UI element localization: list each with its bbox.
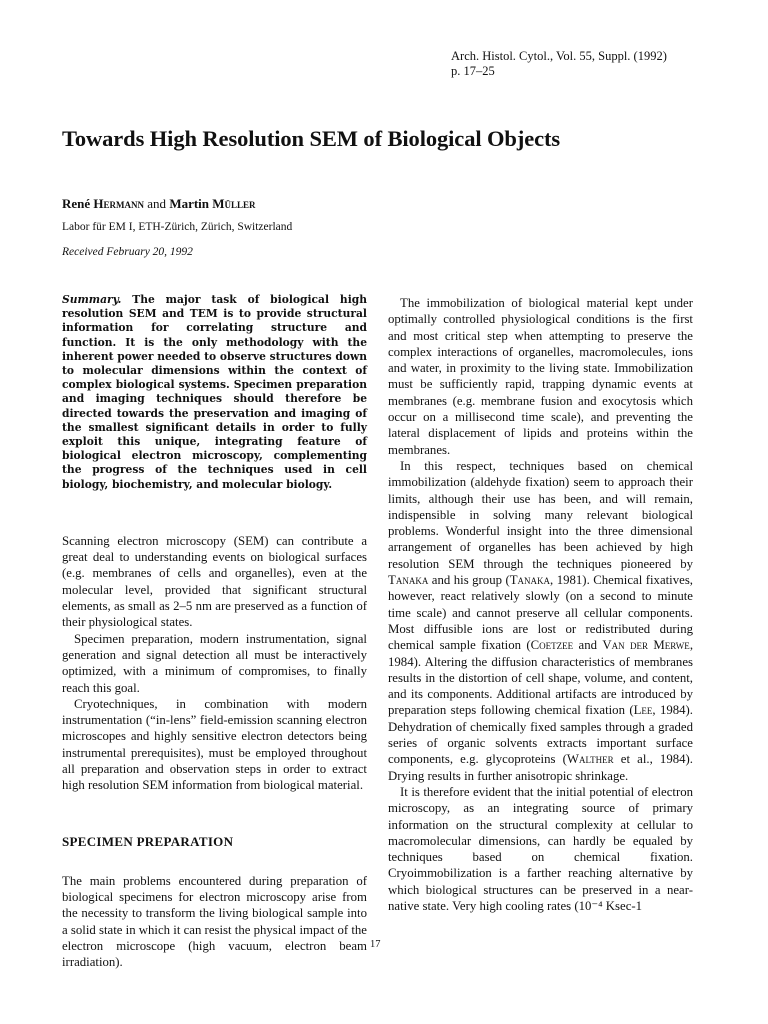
body-paragraph: Scanning electron microscopy (SEM) can contribute a great deal to understanding events on biological surfaces (e.g. membranes of cells and organelles), even at the molecular level, provided that significant structural elements, as small as 2–5 nm are preserved as a function of their physiological states. — [62, 533, 367, 630]
body-paragraph: It is therefore evident that the initial potential of electron microscopy, as an integrating source of primary information on the structural complexity at cellular to macromolecular dimensions, can hardly be equaled by techniques based on chemical fixation. Cryoimmobilization is a farther reaching alternative by which biological structures can be preserved in a near-native state. Very high cooling rates (10⁻⁴ Ksec-1 — [388, 784, 693, 913]
author-line — [62, 196, 256, 212]
journal-citation — [451, 49, 667, 79]
text-run: and his group ( — [428, 573, 510, 588]
text-run: In this respect, techniques based on chemical immobilization (aldehyde fixation) seem to approach their limits, although their use has been, and will remain, indispensible in solving many relevant biological problems. Wonderful insight into the three dimensional arrangement of organelles has been achieved by high resolution SEM through the techniques pioneered by — [388, 458, 693, 571]
author2-given-name: Martin — [169, 196, 210, 211]
body-paragraph: The immobilization of biological material kept under optimally controlled physiological conditions is the first and most critical step when attempting to preserve the complex interactions of organelles, macromolecules, ions and water, in proximity to the living state. Immobilization must be sufficiently rapid, trapping dynamic events at membranes (e.g. membrane fusion and exocytosis which occur on a millisecond time scale), and preventing the lateral displacement of lipids and proteins within the membranes. — [388, 296, 693, 457]
left-column — [62, 293, 367, 971]
summary-abstract — [62, 293, 367, 492]
author1-given-name: René — [62, 196, 91, 211]
citation-author: Tanaka — [509, 573, 551, 588]
citation-author: Walther — [566, 752, 614, 767]
body-paragraph: Cryotechniques, in combination with modern instrumentation (“in-lens” field-emission scanning electron microscopes and highly sensitive electron detectors being instrumental prerequisites), must be employed throughout all preparation and observation steps in order to extract high resolution SEM information from biological material. — [62, 696, 367, 793]
article-title: Towards High Resolution SEM of Biological Objects — [62, 126, 561, 151]
received-date: Received February 20, 1992 — [62, 246, 193, 258]
affiliation: Labor für EM I, ETH-Zürich, Zürich, Switzerland — [62, 221, 293, 233]
body-paragraph: Specimen preparation, modern instrumentation, signal generation and signal detection all must be interactively optimized, with a minimum of compromises, to finally reach this goal. — [62, 631, 367, 695]
text-run: et al., 1984). Drying results in further anisotropic shrinkage. — [388, 752, 693, 783]
text-run: , 1981). Chemical fixatives, however, react relatively slowly (on a second to minute time scale) and cannot preserve all cellular components. Most diffusible ions are lost or redistributed during chemical sample fixation ( — [388, 573, 693, 653]
section-heading: SPECIMEN PREPARATION — [62, 833, 234, 849]
journal-citation-line2: p. 17–25 — [451, 64, 495, 78]
author1-family-name: Hermann — [93, 196, 145, 211]
body-paragraph — [388, 458, 693, 784]
body-paragraph: The main problems encountered during preparation of biological specimens for electron microscopy arise from the necessity to transform the living biological sample into a solid state in which it can resist the physical impact of the electron microscope (high vacuum, electron beam irradiation). — [62, 873, 367, 970]
right-column — [388, 295, 693, 914]
summary-label: Summary. — [62, 293, 122, 306]
page-number: 17 — [370, 939, 381, 950]
text-run: , 1984). Dehydration of chemically fixed samples through a graded series of organic solvents extracts important surface components, e.g. glycoproteins ( — [388, 703, 694, 767]
citation-author: Van der Merwe — [602, 638, 690, 653]
author2-family-name: Müller — [212, 196, 256, 211]
citation-author: Lee — [633, 703, 653, 718]
journal-citation-line1: Arch. Histol. Cytol., Vol. 55, Suppl. (1992) — [451, 49, 667, 63]
citation-author: Coetzee — [530, 638, 574, 653]
text-run: , 1984). Altering the diffusion characteristics of membranes results in the distortion of cell shape, volume, and content, and its components. Additional artifacts are introduced by preparation steps following chemical fixation ( — [388, 638, 694, 718]
summary-text: The major task of biological high resolution SEM and TEM is to provide structural information for correlating structure and function. It is the only methodology with the inherent power needed to observe structures down to molecular dimensions within the context of complex biological systems. Specimen preparation and imaging techniques should therefore be directed towards the preservation and imaging of the smallest significant details in order to fully exploit this unique, integrating feature of biological electron microscopy, complementing the progress of the techniques used in cell biology, biochemistry, and molecular biology. — [62, 293, 367, 491]
citation-author: Tanaka — [388, 573, 429, 588]
text-run: and — [573, 638, 603, 653]
author-connector: and — [147, 196, 167, 211]
